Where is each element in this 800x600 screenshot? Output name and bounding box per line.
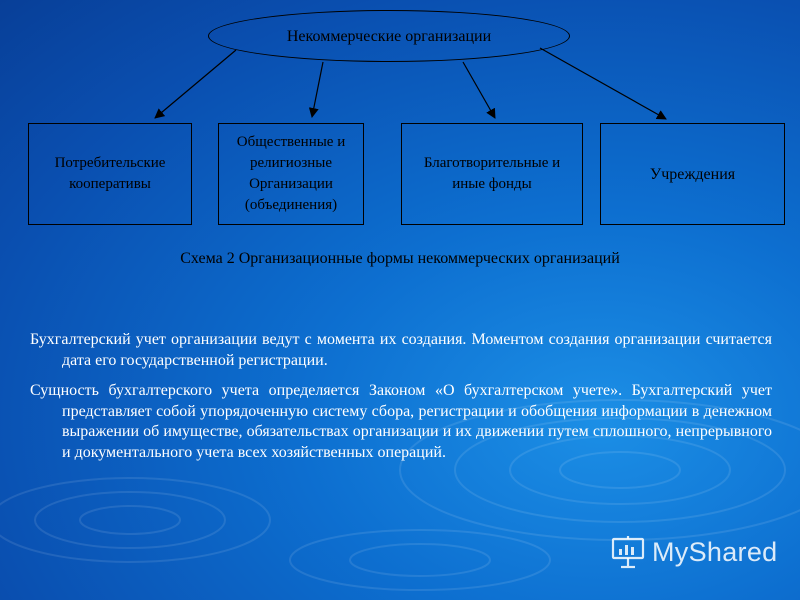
node-label: Учреждения	[649, 165, 736, 183]
node-label: Общественные и религиозные Организации (объединения)	[236, 134, 346, 213]
arrow-to-public-organizations	[312, 62, 323, 117]
arrow-to-institutions	[540, 48, 666, 119]
body-text	[30, 330, 772, 473]
node-institutions	[600, 123, 785, 225]
paragraph: Бухгалтерский учет организации ведут с момента их создания. Моментом создания организации считается дата его государственной регистрации.	[30, 331, 772, 369]
node-label: Благотворительные и иные фонды	[423, 155, 561, 192]
paragraph: Сущность бухгалтерского учета определяется Законом «О бухгалтерском учете». Бухгалтерский учет представляет собой упорядоченную систему сбора, регистрации и обобщения информации в денежном выражении об имуществе, обязательствах организации и их движении путем сплошного, непрерывного и документального учета всех хозяйственных операций.	[30, 382, 772, 461]
watermark-text: MyShared	[652, 536, 778, 567]
node-public-religious-organizations	[218, 123, 364, 225]
presentation-board-icon	[610, 535, 646, 569]
arrow-to-charitable-funds	[463, 62, 495, 118]
watermark-logo	[610, 535, 777, 569]
diagram-caption: Схема 2 Организационные формы некоммерческих организаций	[180, 250, 620, 267]
node-charitable-funds	[401, 123, 583, 225]
node-label: Потребительские кооперативы	[54, 155, 166, 192]
org-forms-diagram	[0, 0, 800, 240]
root-node-noncommercial-orgs	[208, 10, 570, 62]
node-consumer-cooperatives	[28, 123, 192, 225]
root-node-label: Некоммерческие организации	[286, 27, 492, 45]
arrow-to-consumer-cooperatives	[155, 50, 236, 118]
